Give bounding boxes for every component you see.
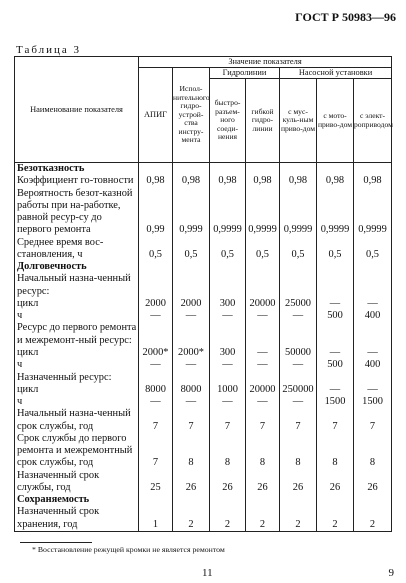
value-cell [354, 372, 392, 384]
value-cell: 1 [139, 506, 173, 531]
value-cell: 0,98 [210, 175, 246, 187]
row-label: ч [15, 359, 139, 371]
value-cell: 0,5 [139, 237, 173, 262]
value-cell: 0,98 [354, 175, 392, 187]
value-cell [210, 494, 246, 506]
value-cell [139, 273, 173, 298]
value-cell: 7 [139, 408, 173, 433]
value-cell: 2 [317, 506, 354, 531]
value-cell: 0,999 [173, 188, 210, 237]
value-cell: 0,9999 [280, 188, 317, 237]
table-row [15, 163, 392, 176]
footnote: * Восстановление режущей кромки не является ремонтом [32, 545, 225, 554]
table-row [15, 175, 392, 187]
value-cell: 2 [173, 506, 210, 531]
value-cell [210, 273, 246, 298]
table-row [15, 188, 392, 237]
value-cell: 0,98 [280, 175, 317, 187]
value-cell: 0,9999 [317, 188, 354, 237]
value-cell [173, 322, 210, 347]
row-label: цикл [15, 347, 139, 359]
row-label: ч [15, 396, 139, 408]
value-cell: 8000 [139, 384, 173, 396]
value-cell [246, 322, 280, 347]
table-row [15, 237, 392, 262]
value-cell: — [354, 298, 392, 310]
col-header-manual-drive: с мус-куль-ным приво-дом [280, 79, 317, 163]
value-cell: 2000* [139, 347, 173, 359]
value-cell [354, 163, 392, 176]
value-cell: — [246, 347, 280, 359]
table-row [15, 273, 392, 298]
value-cell: 2 [354, 506, 392, 531]
value-cell: 8 [317, 433, 354, 470]
value-cell: — [210, 396, 246, 408]
table-row [15, 494, 392, 506]
section-heading: Сохраняемость [15, 494, 139, 506]
value-cell: 500 [317, 359, 354, 371]
value-cell: 7 [246, 408, 280, 433]
value-cell: — [280, 359, 317, 371]
value-cell: 2 [210, 506, 246, 531]
value-cell [246, 494, 280, 506]
value-cell: 0,98 [317, 175, 354, 187]
value-cell: — [246, 359, 280, 371]
value-cell [280, 273, 317, 298]
value-cell: 0,5 [354, 237, 392, 262]
value-cell: 7 [173, 408, 210, 433]
table-row [15, 322, 392, 347]
table-row [15, 396, 392, 408]
value-cell: 26 [280, 470, 317, 495]
value-cell [139, 322, 173, 347]
col-header-flexible-line: гибкой гидро-линии [246, 79, 280, 163]
col-header-electric-drive: с элект-роприводом [354, 79, 392, 163]
page-number-right: 9 [388, 567, 394, 579]
table-row [15, 470, 392, 495]
value-cell [139, 494, 173, 506]
value-cell: — [280, 396, 317, 408]
value-cell: 26 [354, 470, 392, 495]
table-row [15, 433, 392, 470]
value-cell: 250000 [280, 384, 317, 396]
footnote-rule [20, 542, 92, 543]
value-cell: 0,5 [173, 237, 210, 262]
value-cell: 20000 [246, 298, 280, 310]
pump-group-header: Насосной установки [280, 68, 392, 79]
value-cell: 1500 [317, 396, 354, 408]
value-cell: — [173, 310, 210, 322]
value-cell [354, 273, 392, 298]
value-cell: — [139, 310, 173, 322]
value-cell: 26 [210, 470, 246, 495]
value-cell [280, 494, 317, 506]
page-number-left: 11 [202, 567, 213, 579]
value-cell [280, 261, 317, 273]
value-cell: — [354, 384, 392, 396]
value-cell: — [317, 298, 354, 310]
value-cell [280, 372, 317, 384]
value-cell: — [317, 347, 354, 359]
table-row [15, 372, 392, 384]
value-cell [173, 273, 210, 298]
value-cell: 0,98 [246, 175, 280, 187]
value-cell: — [210, 310, 246, 322]
values-group-header: Значение показателя [139, 57, 392, 68]
value-cell [173, 494, 210, 506]
col-header-motor-drive: с мото-приво-дом [317, 79, 354, 163]
value-cell: 25000 [280, 298, 317, 310]
value-cell [210, 372, 246, 384]
table-row [15, 506, 392, 531]
row-label: цикл [15, 298, 139, 310]
value-cell: 0,98 [173, 175, 210, 187]
value-cell: 26 [317, 470, 354, 495]
row-label: Начальный назна-ченный ресурс: [15, 273, 139, 298]
table-row [15, 261, 392, 273]
col-header-quick-coupling: быстро-разъем-ного соеди-нения [210, 79, 246, 163]
value-cell: 0,5 [246, 237, 280, 262]
value-cell: 7 [280, 408, 317, 433]
value-cell: — [246, 310, 280, 322]
table-row [15, 384, 392, 396]
value-cell [317, 372, 354, 384]
value-cell [139, 163, 173, 176]
value-cell: — [173, 396, 210, 408]
value-cell: 0,5 [317, 237, 354, 262]
value-cell: 50000 [280, 347, 317, 359]
value-cell: — [139, 396, 173, 408]
value-cell [173, 372, 210, 384]
value-cell [173, 163, 210, 176]
value-cell: — [246, 396, 280, 408]
value-cell [317, 322, 354, 347]
hydro-group-header: Гидролинии [210, 68, 280, 79]
row-label: Вероятность безот-казной работы при на-работке, равной ресур-су до первого ремонта [15, 188, 139, 237]
table-caption: Таблица 3 [16, 44, 82, 56]
value-cell: — [139, 359, 173, 371]
value-cell: — [280, 310, 317, 322]
value-cell: 7 [317, 408, 354, 433]
value-cell: 2 [246, 506, 280, 531]
value-cell [139, 372, 173, 384]
row-label: Назначенный срок хранения, год [15, 506, 139, 531]
value-cell: 500 [317, 310, 354, 322]
value-cell: 26 [173, 470, 210, 495]
value-cell: 1000 [210, 384, 246, 396]
section-heading: Долговечность [15, 261, 139, 273]
value-cell: 0,9999 [246, 188, 280, 237]
col-header-tool-device: Испол-нительного гидро-устрой-ства инстру-мента [173, 68, 210, 163]
value-cell [317, 261, 354, 273]
value-cell: 26 [246, 470, 280, 495]
value-cell [246, 261, 280, 273]
value-cell [354, 494, 392, 506]
value-cell: 0,5 [210, 237, 246, 262]
table-row [15, 347, 392, 359]
value-cell: 2 [280, 506, 317, 531]
value-cell: 300 [210, 298, 246, 310]
value-cell: 25 [139, 470, 173, 495]
value-cell [139, 261, 173, 273]
value-cell [317, 163, 354, 176]
document-code: ГОСТ Р 50983—96 [295, 10, 396, 24]
row-label: Назначенный срок службы, год [15, 470, 139, 495]
value-cell: 400 [354, 359, 392, 371]
value-cell: 400 [354, 310, 392, 322]
value-cell [210, 163, 246, 176]
value-cell: 0,98 [139, 175, 173, 187]
value-cell: 8 [280, 433, 317, 470]
value-cell: 8 [246, 433, 280, 470]
value-cell: — [317, 384, 354, 396]
value-cell: 8 [354, 433, 392, 470]
table-row [15, 310, 392, 322]
col-header-name: Наименование показателя [15, 57, 139, 163]
value-cell [317, 273, 354, 298]
value-cell [246, 163, 280, 176]
row-label: Коэффициент го-товности [15, 175, 139, 187]
value-cell [280, 322, 317, 347]
value-cell: 7 [139, 433, 173, 470]
value-cell: 8 [210, 433, 246, 470]
indicators-table [14, 56, 392, 532]
value-cell: — [173, 359, 210, 371]
row-label: Среднее время вос-становления, ч [15, 237, 139, 262]
table-row [15, 298, 392, 310]
table-row [15, 408, 392, 433]
value-cell [246, 273, 280, 298]
value-cell: 2000 [173, 298, 210, 310]
row-label: Назначенный ресурс: [15, 372, 139, 384]
section-heading: Безотказность [15, 163, 139, 176]
value-cell [317, 494, 354, 506]
value-cell [354, 261, 392, 273]
value-cell: 8000 [173, 384, 210, 396]
row-label: Начальный назна-ченный срок службы, год [15, 408, 139, 433]
value-cell: 8 [173, 433, 210, 470]
value-cell: 2000* [173, 347, 210, 359]
value-cell [173, 261, 210, 273]
value-cell [280, 163, 317, 176]
value-cell [210, 261, 246, 273]
value-cell: 0,9999 [210, 188, 246, 237]
row-label: Срок службы до первого ремонта и межремонтный срок службы, год [15, 433, 139, 470]
value-cell [246, 372, 280, 384]
value-cell: 2000 [139, 298, 173, 310]
col-header-apig: АПИГ [139, 68, 173, 163]
value-cell: 300 [210, 347, 246, 359]
value-cell: 1500 [354, 396, 392, 408]
value-cell: 0,9999 [354, 188, 392, 237]
row-label: Ресурс до первого ремонта и межремонт-ный ресурс: [15, 322, 139, 347]
value-cell: — [354, 347, 392, 359]
value-cell: — [210, 359, 246, 371]
value-cell [354, 322, 392, 347]
value-cell: 0,5 [280, 237, 317, 262]
value-cell: 7 [210, 408, 246, 433]
value-cell [210, 322, 246, 347]
value-cell: 0,99 [139, 188, 173, 237]
table-row [15, 359, 392, 371]
value-cell: 20000 [246, 384, 280, 396]
row-label: ч [15, 310, 139, 322]
row-label: цикл [15, 384, 139, 396]
value-cell: 7 [354, 408, 392, 433]
